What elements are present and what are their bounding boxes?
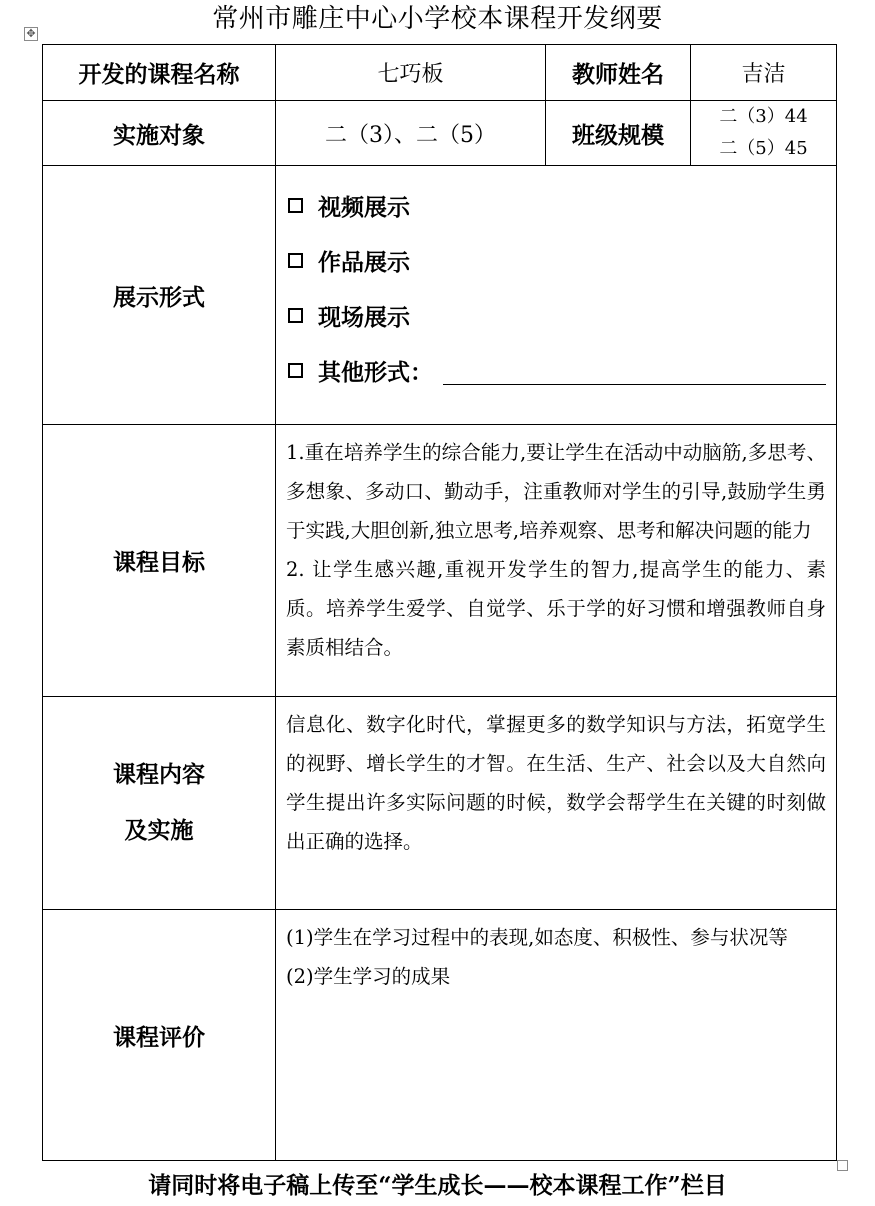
class-scale-line-1: 二（3）44 xyxy=(719,106,808,127)
option-other-label: 其他形式： xyxy=(318,359,433,386)
teacher-name-label: 教师姓名 xyxy=(546,45,691,101)
row-evaluation xyxy=(43,910,837,1161)
row-content xyxy=(43,697,837,910)
option-other[interactable] xyxy=(288,343,826,398)
content-label-line-1: 课程内容 xyxy=(113,761,205,788)
class-scale-value[interactable] xyxy=(691,101,837,166)
option-video[interactable] xyxy=(288,178,826,233)
display-options xyxy=(276,166,837,425)
option-live[interactable] xyxy=(288,288,826,343)
target-label: 实施对象 xyxy=(43,101,276,166)
goal-paragraph-1: 1.重在培养学生的综合能力,要让学生在活动中动脑筋,多思考、多想象、多动口、勤动手，注重教师对学生的引导,鼓励学生勇于实践,大胆创新,独立思考,培养观察、思考和解决问题的能力 xyxy=(286,441,826,542)
empty-checkbox-icon[interactable] xyxy=(288,253,303,268)
row-course-name xyxy=(43,45,837,101)
document-title: 常州市雕庄中心小学校本课程开发纲要 xyxy=(212,4,663,34)
option-work[interactable] xyxy=(288,233,826,288)
goals-label: 课程目标 xyxy=(43,425,276,697)
row-target xyxy=(43,101,837,166)
empty-checkbox-icon[interactable] xyxy=(288,308,303,323)
row-goals xyxy=(43,425,837,697)
goals-text[interactable] xyxy=(276,425,837,697)
teacher-name-value[interactable]: 吉洁 xyxy=(691,45,837,101)
empty-checkbox-icon[interactable] xyxy=(288,198,303,213)
empty-checkbox-icon[interactable] xyxy=(288,363,303,378)
option-work-label: 作品展示 xyxy=(318,249,410,276)
target-value[interactable]: 二（3）、二（5） xyxy=(276,101,546,166)
course-name-value[interactable]: 七巧板 xyxy=(276,45,546,101)
display-label: 展示形式 xyxy=(43,166,276,425)
content-label-line-2: 及实施 xyxy=(124,817,194,844)
class-scale-label: 班级规模 xyxy=(546,101,691,166)
class-scale-line-2: 二（5）45 xyxy=(719,138,808,159)
content-paragraph: 信息化、数字化时代，掌握更多的数学知识与方法，拓宽学生的视野、增长学生的才智。在生活、生产、社会以及大自然向学生提出许多实际问题的时候，数学会帮学生在关键的时刻做出正确的选择。 xyxy=(286,713,826,853)
evaluation-item-1: (1)学生在学习过程中的表现,如态度、积极性、参与状况等 xyxy=(286,926,788,949)
evaluation-item-2: (2)学生学习的成果 xyxy=(286,965,451,988)
option-video-label: 视频展示 xyxy=(318,194,410,221)
goal-paragraph-2: 2. 让学生感兴趣,重视开发学生的智力,提高学生的能力、素质。培养学生爱学、自觉学、乐于学的好习惯和增强教师自身素质相结合。 xyxy=(286,558,826,659)
footer-note: 请同时将电子稿上传至“学生成长——校本课程工作”栏目 xyxy=(148,1172,727,1199)
content-text[interactable] xyxy=(276,697,837,910)
content-label xyxy=(43,697,276,910)
evaluation-label: 课程评价 xyxy=(43,910,276,1161)
move-cross-icon[interactable]: ✥ xyxy=(24,27,38,41)
other-form-input[interactable] xyxy=(443,356,826,385)
syllabus-table xyxy=(42,44,837,1161)
evaluation-text[interactable] xyxy=(276,910,837,1161)
option-live-label: 现场展示 xyxy=(318,304,410,331)
row-display xyxy=(43,166,837,425)
course-name-label: 开发的课程名称 xyxy=(43,45,276,101)
